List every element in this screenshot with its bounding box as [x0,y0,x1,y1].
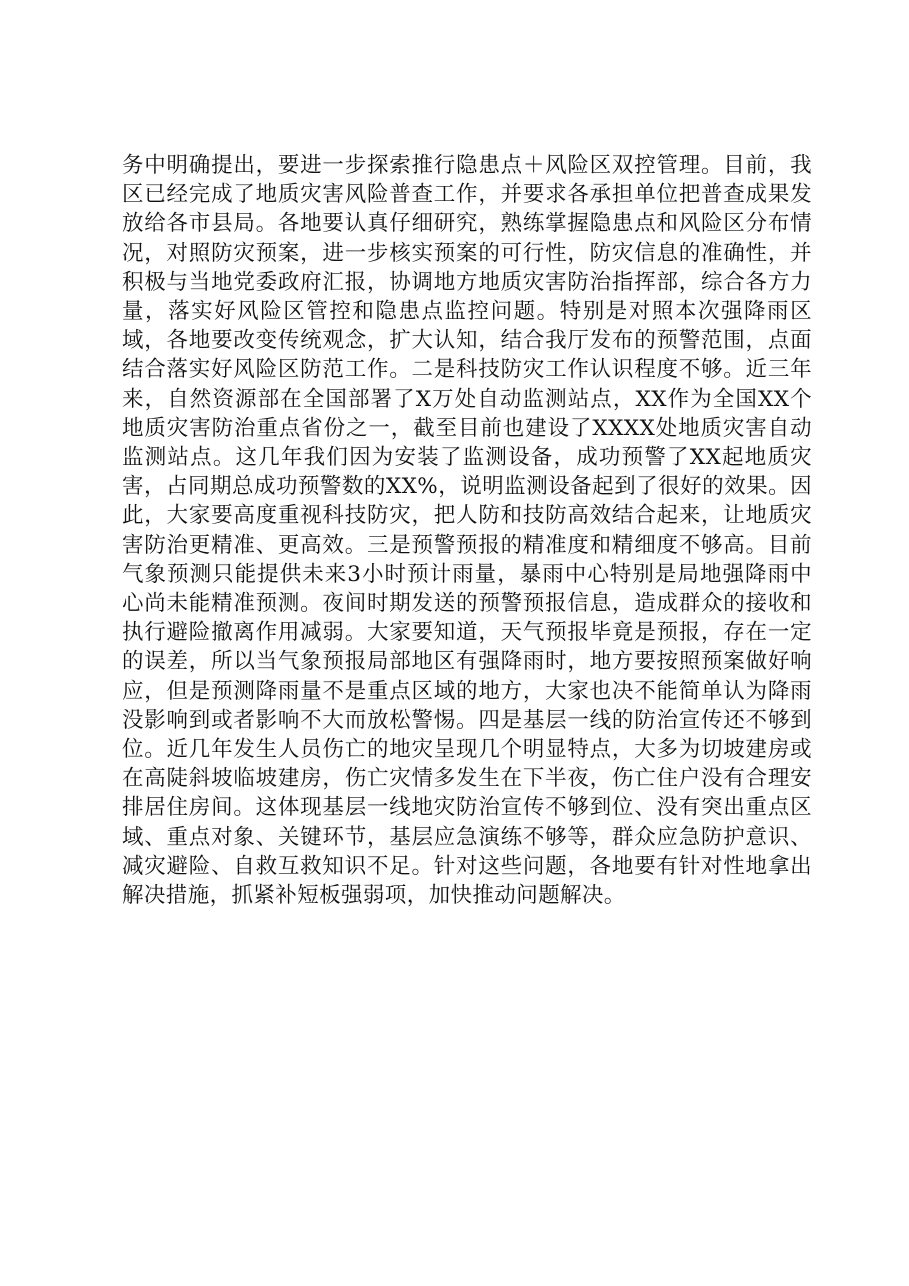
body-paragraph: 务中明确提出，要进一步探索推行隐患点＋风险区双控管理。目前，我区已经完成了地质灾害风险普查工作，并要求各承担单位把普查成果发放给各市县局。各地要认真仔细研究，熟练掌握隐患点和风险区分布情况，对照防灾预案，进一步核实预案的可行性，防灾信息的准确性，并积极与当地党委政府汇报，协调地方地质灾害防治指挥部，综合各方力量，落实好风险区管控和隐患点监控问题。特别是对照本次强降雨区域，各地要改变传统观念，扩大认知，结合我厅发布的预警范围，点面结合落实好风险区防范工作。二是科技防灾工作认识程度不够。近三年来，自然资源部在全国部署了X万处自动监测站点，XX作为全国XX个地质灾害防治重点省份之一，截至目前也建设了XXXX处地质灾害自动监测站点。这几年我们因为安装了监测设备，成功预警了XX起地质灾害，占同期总成功预警数的XX%，说明监测设备起到了很好的效果。因此，大家要高度重视科技防灾，把人防和技防高效结合起来，让地质灾害防治更精准、更高效。三是预警预报的精准度和精细度不够高。目前气象预测只能提供未来3小时预计雨量，暴雨中心特别是局地强降雨中心尚未能精准预测。夜间时期发送的预警预报信息，造成群众的接收和执行避险撤离作用减弱。大家要知道，天气预报毕竟是预报，存在一定的误差，所以当气象预报局部地区有强降雨时，地方要按照预案做好响应，但是预测降雨量不是重点区域的地方，大家也决不能简单认为降雨没影响到或者影响不大而放松警惕。四是基层一线的防治宣传还不够到位。近几年发生人员伤亡的地灾呈现几个明显特点，大多为切坡建房或在高陡斜坡临坡建房，伤亡灾情多发生在下半夜，伤亡住户没有合理安排居住房间。这体现基层一线地灾防治宣传不够到位、没有突出重点区域、重点对象、关键环节，基层应急演练不够等，群众应急防护意识、减灾避险、自救互救知识不足。针对这些问题，各地要有针对性地拿出解决措施，抓紧补短板强弱项，加快推动问题解决。 [122,153,812,909]
